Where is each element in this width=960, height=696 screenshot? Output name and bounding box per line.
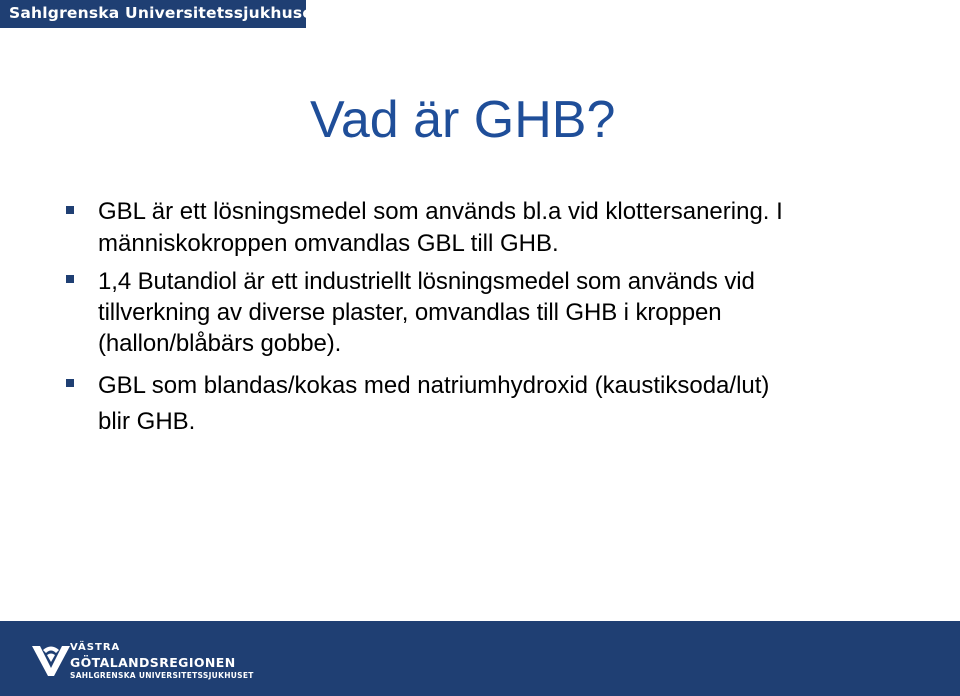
- slide-title: Vad är GHB?: [310, 91, 616, 149]
- bullet-text: [98, 196, 783, 260]
- logo-text-gotalandsregionen: GÖTALANDSREGIONEN: [70, 655, 236, 670]
- bullet-text: [98, 368, 769, 440]
- vastra-gotalandsregionen-logo-icon: [30, 640, 72, 680]
- header-banner: [0, 0, 321, 28]
- bullet-line: 1,4 Butandiol är ett industriellt lösningsmedel som används vid: [98, 268, 755, 295]
- bullet-line: (hallon/blåbärs gobbe).: [98, 330, 342, 357]
- logo-text-vastra: VÄSTRA: [70, 642, 121, 653]
- bullet-line: GBL är ett lösningsmedel som används bl.a vid klottersanering. I: [98, 198, 783, 225]
- bullet-line: tillverkning av diverse plaster, omvandlas till GHB i kroppen: [98, 299, 722, 326]
- logo-text-sahlgrenska: SAHLGRENSKA UNIVERSITETSSJUKHUSET: [70, 671, 254, 680]
- footer-logo: [30, 640, 260, 686]
- square-bullet-icon: [66, 206, 74, 214]
- bullet-line: GBL som blandas/kokas med natriumhydroxid (kaustiksoda/lut): [98, 372, 770, 399]
- bullet-line: människokroppen omvandlas GBL till GHB.: [98, 230, 559, 257]
- bullet-line: blir GHB.: [98, 408, 196, 435]
- square-bullet-icon: [66, 275, 74, 283]
- square-bullet-icon: [66, 379, 74, 387]
- header-organization-name: Sahlgrenska Universitetssjukhuset: [9, 4, 321, 22]
- bullet-text: [98, 266, 755, 359]
